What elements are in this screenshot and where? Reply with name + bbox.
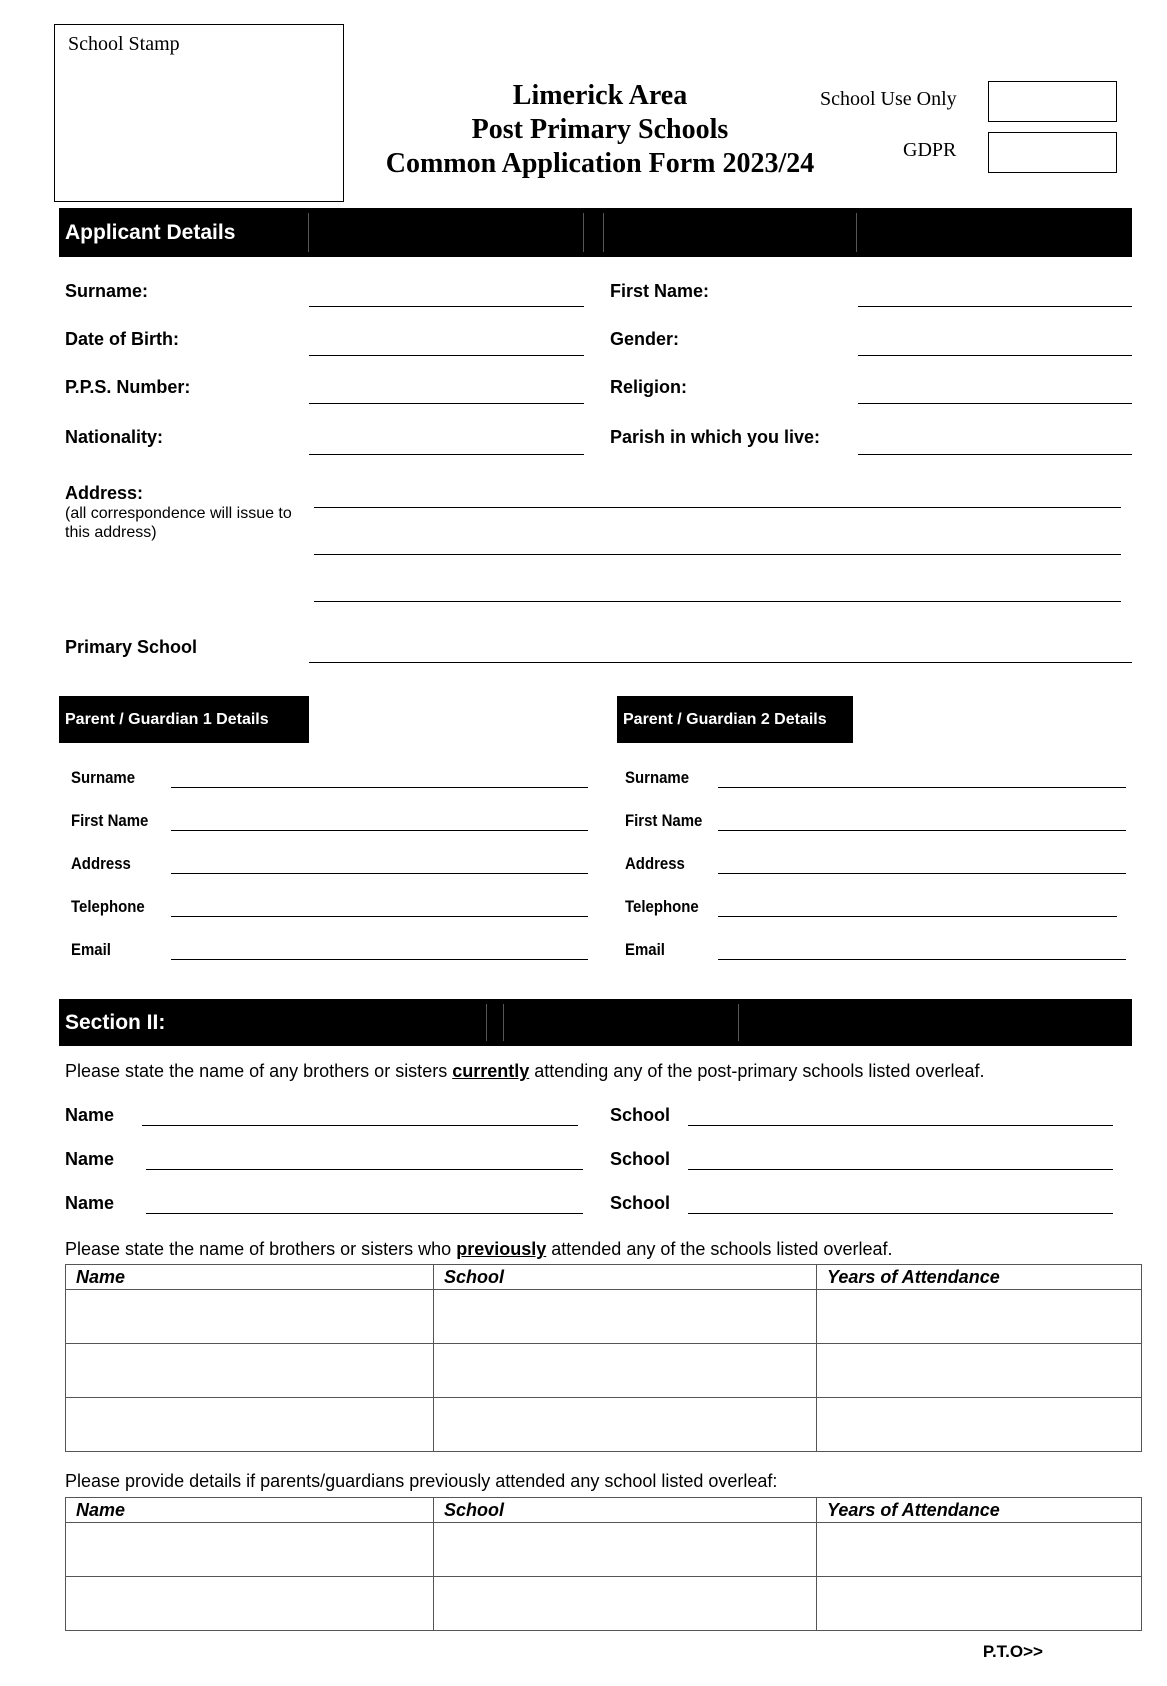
first-name-field[interactable] <box>858 306 1132 307</box>
table-row <box>66 1344 1142 1398</box>
previous-siblings-table <box>65 1264 1142 1452</box>
sibling1-school-label: School <box>610 1105 671 1125</box>
form-title-line3: Common Application Form 2023/24 <box>385 148 815 179</box>
guardian2-telephone-field[interactable] <box>718 916 1117 917</box>
guardian2-email-label: Email <box>625 940 665 959</box>
nationality-field[interactable] <box>309 454 584 455</box>
parents-attended-instruction: Please provide details if parents/guardians previously attended any school listed overleaf: <box>65 1471 778 1491</box>
guardian2-address-label: Address <box>625 854 685 873</box>
section2-title: Section II: <box>65 1011 166 1034</box>
section2-header <box>59 999 1132 1046</box>
primary-school-field[interactable] <box>309 662 1132 663</box>
sibling2-name-field[interactable] <box>146 1169 583 1170</box>
applicant-details-header <box>59 208 1132 257</box>
sibling3-name-field[interactable] <box>146 1213 583 1214</box>
nationality-label: Nationality: <box>65 427 164 447</box>
name-cell[interactable] <box>66 1398 434 1452</box>
sibling2-school-field[interactable] <box>688 1169 1113 1170</box>
header-divider <box>856 213 857 252</box>
guardian1-first-name-label: First Name <box>71 811 149 830</box>
table-row <box>66 1290 1142 1344</box>
form-title-line1: Limerick Area <box>512 80 688 111</box>
guardian1-first-name-field[interactable] <box>171 830 588 831</box>
guardian2-telephone-label: Telephone <box>625 897 699 916</box>
guardian1-header <box>59 696 309 743</box>
guardian1-email-label: Email <box>71 940 111 959</box>
school-cell[interactable] <box>434 1523 817 1577</box>
table-header-row <box>66 1265 1142 1290</box>
years-cell[interactable] <box>817 1523 1142 1577</box>
guardian1-surname-field[interactable] <box>171 787 588 788</box>
sibling2-name-label: Name <box>65 1149 115 1169</box>
sibling1-name-field[interactable] <box>142 1125 578 1126</box>
current-siblings-instruction: Please state the name of any brothers or sisters currently attending any of the post-primary schools listed overleaf. <box>65 1061 985 1081</box>
years-column-header: Years of Attendance <box>817 1498 1142 1523</box>
name-cell[interactable] <box>66 1577 434 1631</box>
pps-number-label: P.P.S. Number: <box>65 377 191 397</box>
guardian2-email-field[interactable] <box>718 959 1126 960</box>
school-column-header: School <box>434 1265 817 1290</box>
school-use-label: School Use Only <box>820 88 957 110</box>
address-field-line3[interactable] <box>314 601 1121 602</box>
gender-field[interactable] <box>858 355 1132 356</box>
primary-school-label: Primary School <box>65 637 198 657</box>
dob-field[interactable] <box>309 355 584 356</box>
guardian1-title: Parent / Guardian 1 Details <box>65 711 269 728</box>
gdpr-label: GDPR <box>903 139 957 161</box>
name-cell[interactable] <box>66 1290 434 1344</box>
address-field-line2[interactable] <box>314 554 1121 555</box>
school-cell[interactable] <box>434 1577 817 1631</box>
parish-field[interactable] <box>858 454 1132 455</box>
address-label: Address: <box>65 483 144 503</box>
school-cell[interactable] <box>434 1290 817 1344</box>
dob-label: Date of Birth: <box>65 329 179 349</box>
guardian2-first-name-field[interactable] <box>718 830 1126 831</box>
surname-label: Surname: <box>65 281 149 301</box>
years-cell[interactable] <box>817 1577 1142 1631</box>
school-use-box[interactable] <box>988 81 1117 122</box>
name-column-header: Name <box>66 1265 434 1290</box>
school-cell[interactable] <box>434 1344 817 1398</box>
guardian2-title: Parent / Guardian 2 Details <box>623 711 827 728</box>
sibling1-school-field[interactable] <box>688 1125 1113 1126</box>
gdpr-box[interactable] <box>988 132 1117 173</box>
name-cell[interactable] <box>66 1344 434 1398</box>
previous-siblings-instruction: Please state the name of brothers or sisters who previously attended any of the schools listed overleaf. <box>65 1239 893 1259</box>
table-header-row <box>66 1498 1142 1523</box>
guardian1-address-field[interactable] <box>171 873 588 874</box>
parish-label: Parish in which you live: <box>610 427 821 447</box>
sibling3-school-field[interactable] <box>688 1213 1113 1214</box>
form-title-line2: Post Primary Schools <box>471 114 729 145</box>
years-cell[interactable] <box>817 1344 1142 1398</box>
first-name-label: First Name: <box>610 281 710 301</box>
guardian1-address-label: Address <box>71 854 131 873</box>
religion-field[interactable] <box>858 403 1132 404</box>
guardian2-surname-label: Surname <box>625 768 690 787</box>
header-divider <box>486 1004 487 1041</box>
page-turn-over-note: P.T.O>> <box>982 1642 1043 1661</box>
parents-attended-table <box>65 1497 1142 1631</box>
sibling1-name-label: Name <box>65 1105 115 1125</box>
header-divider <box>503 1004 504 1041</box>
guardian2-address-field[interactable] <box>718 873 1126 874</box>
years-column-header: Years of Attendance <box>817 1265 1142 1290</box>
applicant-details-title: Applicant Details <box>65 221 236 244</box>
header-divider <box>738 1004 739 1041</box>
guardian2-header <box>617 696 853 743</box>
table-row <box>66 1577 1142 1631</box>
header-divider <box>603 213 604 252</box>
school-stamp-label: School Stamp <box>68 33 180 55</box>
school-column-header: School <box>434 1498 817 1523</box>
school-cell[interactable] <box>434 1398 817 1452</box>
table-row <box>66 1523 1142 1577</box>
gender-label: Gender: <box>610 329 680 349</box>
sibling2-school-label: School <box>610 1149 671 1169</box>
address-note: (all correspondence will issue to this address) <box>65 505 292 541</box>
surname-field[interactable] <box>309 306 584 307</box>
name-column-header: Name <box>66 1498 434 1523</box>
guardian2-surname-field[interactable] <box>718 787 1126 788</box>
pps-number-field[interactable] <box>309 403 584 404</box>
sibling3-school-label: School <box>610 1193 671 1213</box>
guardian1-email-field[interactable] <box>171 959 588 960</box>
guardian1-telephone-field[interactable] <box>171 916 588 917</box>
years-cell[interactable] <box>817 1290 1142 1344</box>
guardian1-surname-label: Surname <box>71 768 136 787</box>
sibling3-name-label: Name <box>65 1193 115 1213</box>
address-field-line1[interactable] <box>314 507 1121 508</box>
header-divider <box>583 213 584 252</box>
name-cell[interactable] <box>66 1523 434 1577</box>
guardian1-telephone-label: Telephone <box>71 897 145 916</box>
table-row <box>66 1398 1142 1452</box>
religion-label: Religion: <box>610 377 687 397</box>
header-divider <box>308 213 309 252</box>
years-cell[interactable] <box>817 1398 1142 1452</box>
guardian2-first-name-label: First Name <box>625 811 703 830</box>
